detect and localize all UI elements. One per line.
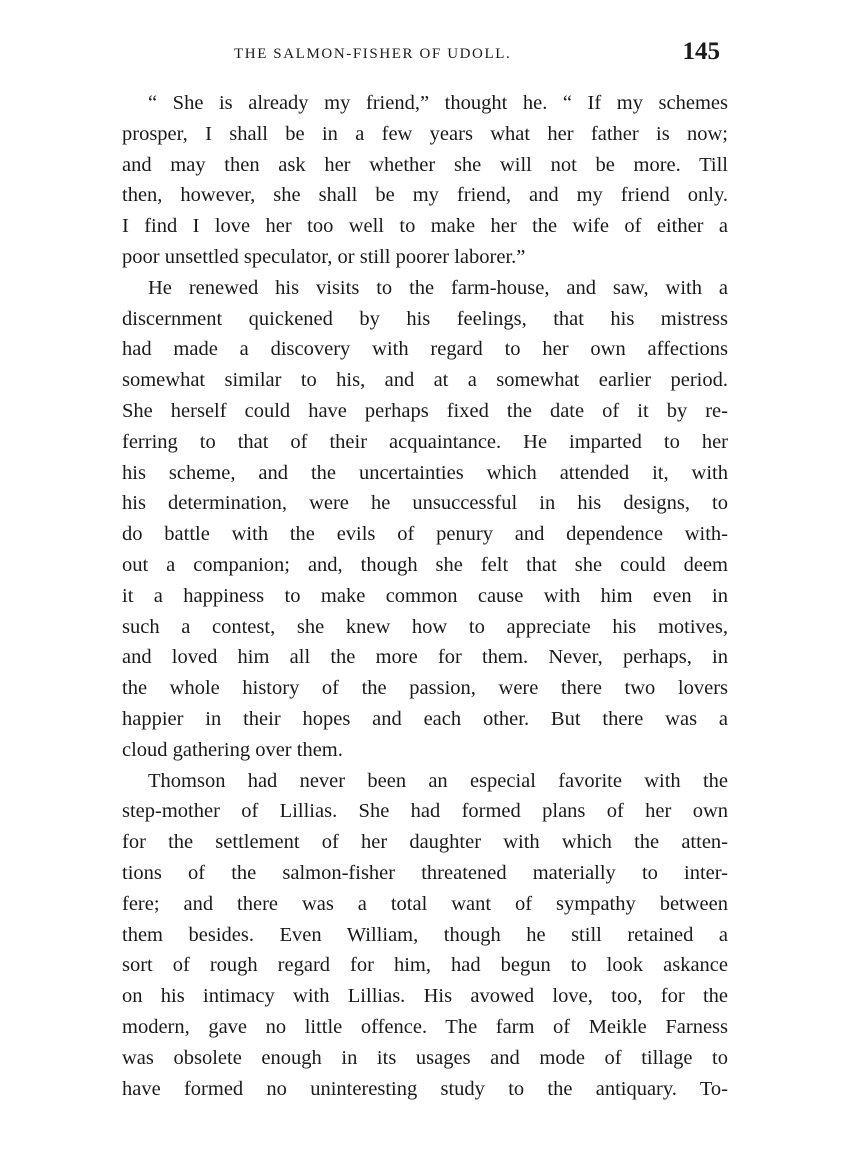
page-number: 145 [682, 38, 720, 65]
text-line: cloud gathering over them. [122, 738, 343, 761]
text-line: sort of rough regard for him, had begun to look askance [122, 954, 728, 977]
text-line: tions of the salmon-fisher threatened materially to inter- [122, 861, 728, 884]
text-line: ferring to that of their acquaintance. He imparted to her [122, 430, 728, 453]
text-line: his determination, were he unsuccessful in his designs, to [122, 492, 728, 515]
text-line: and loved him all the more for them. Never, perhaps, in [122, 646, 728, 669]
text-line: for the settlement of her daughter with which the atten- [122, 831, 728, 854]
text-line: discernment quickened by his feelings, that his mistress [122, 307, 728, 330]
text-line: step-mother of Lillias. She had formed plans of her own [122, 800, 728, 823]
text-line: had made a discovery with regard to her own affections [122, 338, 728, 361]
text-line: on his intimacy with Lillias. His avowed love, too, for the [122, 985, 728, 1008]
text-line: was obsolete enough in its usages and mode of tillage to [122, 1046, 728, 1069]
text-line: have formed no uninteresting study to the antiquary. To- [122, 1077, 728, 1100]
text-line: the whole history of the passion, were there two lovers [122, 677, 728, 700]
text-line: “ She is already my friend,” thought he. “ If my schemes [148, 92, 728, 114]
text-line: his scheme, and the uncertainties which attended it, with [122, 461, 728, 484]
text-line: modern, gave no little offence. The farm of Meikle Farness [122, 1015, 728, 1038]
running-title: THE SALMON-FISHER OF UDOLL. [234, 46, 512, 62]
text-line: He renewed his visits to the farm-house, and saw, with a [148, 276, 728, 299]
text-line: poor unsettled speculator, or still poorer laborer.” [122, 245, 526, 268]
text-line: them besides. Even William, though he still retained a [122, 923, 728, 946]
text-line: prosper, I shall be in a few years what her father is now; [122, 122, 728, 145]
text-line: She herself could have perhaps fixed the date of it by re- [122, 399, 728, 422]
paragraph [122, 766, 728, 1105]
text-line: it a happiness to make common cause with him even in [122, 584, 728, 607]
text-line: fere; and there was a total want of sympathy between [122, 892, 728, 915]
body-text [122, 88, 728, 1104]
text-line: Thomson had never been an especial favorite with the [148, 769, 728, 792]
paragraph [122, 273, 728, 766]
text-line: and may then ask her whether she will not be more. Till [122, 153, 728, 176]
text-line: I find I love her too well to make her the wife of either a [122, 215, 728, 238]
text-line: do battle with the evils of penury and dependence with- [122, 523, 728, 546]
paragraph [122, 88, 728, 273]
text-line: somewhat similar to his, and at a somewhat earlier period. [122, 369, 728, 392]
text-line: then, however, she shall be my friend, and my friend only. [122, 184, 728, 207]
text-line: happier in their hopes and each other. But there was a [122, 707, 728, 730]
text-line: such a contest, she knew how to appreciate his motives, [122, 615, 728, 638]
text-line: out a companion; and, though she felt that she could deem [122, 553, 728, 576]
page-header [122, 38, 722, 68]
